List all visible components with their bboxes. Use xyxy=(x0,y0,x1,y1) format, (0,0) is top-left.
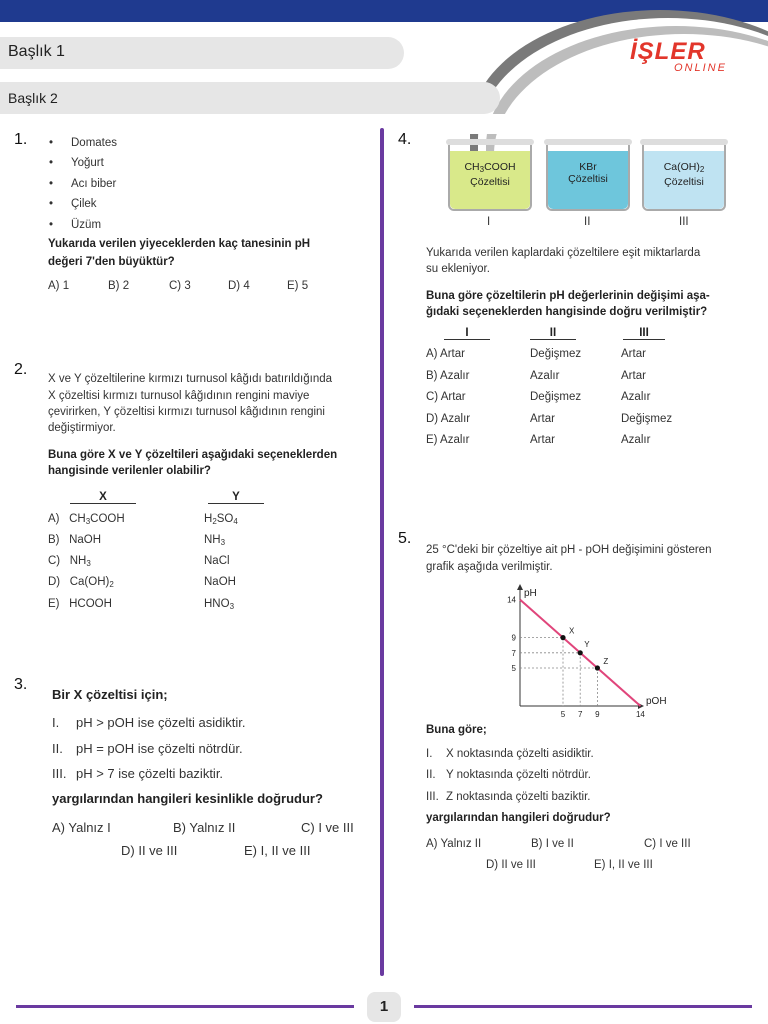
q1-option-b[interactable]: B) 2 xyxy=(108,280,130,292)
q4-question: ğıdaki seçeneklerden hangisinde doğru verilmiştir? xyxy=(426,306,708,318)
q4-option-cell: Değişmez xyxy=(621,413,673,425)
q1-option-a[interactable]: A) 1 xyxy=(48,280,70,292)
heading-1 xyxy=(0,37,404,69)
x-tick-label: 5 xyxy=(560,710,566,718)
x-tick-label: 14 xyxy=(635,710,645,718)
q2-option-c[interactable]: C) $NH_3$ xyxy=(48,555,91,568)
page-number: 1 xyxy=(367,992,401,1022)
question-5-number: 5. xyxy=(398,530,412,547)
q2-text: X ve Y çözeltilerine kırmızı turnusol kâğıdı batırıldığında xyxy=(48,373,333,385)
q5-question: yargılarından hangileri doğrudur? xyxy=(426,812,611,824)
beaker-label: $Ca(OH)_2$ Çözeltisi xyxy=(663,161,705,188)
q2-option-b-y: $NH_3$ xyxy=(204,534,226,547)
q1-item: • Domates xyxy=(71,137,117,149)
beaker-3 xyxy=(642,145,726,211)
logo-main-text: İŞLER xyxy=(630,38,706,65)
q2-option-e[interactable]: E) HCOOH xyxy=(48,598,112,610)
heading-2 xyxy=(0,82,500,114)
point-label: Z xyxy=(603,657,609,666)
q4-option-cell: Azalır xyxy=(530,370,560,382)
beaker-roman: III xyxy=(679,216,689,228)
q4-option-cell: Artar xyxy=(621,370,646,382)
q5-roman: III. xyxy=(426,791,439,803)
q2-text: X çözeltisi kırmızı turnusol kâğıdının rengini maviye xyxy=(48,390,310,402)
column-divider xyxy=(380,128,384,976)
q1-option-e[interactable]: E) 5 xyxy=(287,280,309,292)
publisher-logo xyxy=(630,38,760,82)
beaker-2 xyxy=(546,145,630,211)
x-tick-label: 9 xyxy=(595,710,600,718)
q2-option-b[interactable]: B) NaOH xyxy=(48,534,102,546)
beaker-1 xyxy=(448,145,532,211)
q2-question: Buna göre X ve Y çözeltileri aşağıdaki seçeneklerden xyxy=(48,449,338,461)
q2-option-e-y: $HNO_3$ xyxy=(204,598,235,611)
q4-text: su ekleniyor. xyxy=(426,263,490,275)
point-z xyxy=(595,665,600,670)
q4-option-cell: Azalır xyxy=(621,434,651,446)
q5-statement: Z noktasında çözelti baziktir. xyxy=(446,791,591,803)
q5-roman: I. xyxy=(426,748,433,760)
q4-text: Yukarıda verilen kaplardaki çözeltilere eşit miktarlarda xyxy=(426,247,701,259)
q3-lead: Bir X çözeltisi için; xyxy=(52,687,168,702)
q4-option-cell: Artar xyxy=(530,413,555,425)
y-axis-label: pH xyxy=(524,588,537,599)
q2-text: çevirirken, Y çözeltisi kırmızı turnusol kâğıdının rengini xyxy=(48,406,325,418)
footer-line-right xyxy=(414,1005,752,1008)
q5-option-e[interactable]: E) I, II ve III xyxy=(594,859,653,871)
q5-text: 25 °C'deki bir çözeltiye ait pH - pOH değişimini gösteren xyxy=(426,544,712,556)
q2-col-y: Y xyxy=(208,491,264,504)
q2-option-a[interactable]: A) $CH_3COOH$ xyxy=(48,513,125,526)
q5-lead: Buna göre; xyxy=(426,724,487,736)
q5-statement: X noktasında çözelti asidiktir. xyxy=(446,748,594,760)
question-4-number: 4. xyxy=(398,131,412,148)
q2-col-x: X xyxy=(70,491,136,504)
beaker-rim xyxy=(544,139,632,145)
point-label: Y xyxy=(584,639,590,649)
q5-option-d[interactable]: D) II ve III xyxy=(486,859,536,871)
q1-option-d[interactable]: D) 4 xyxy=(228,280,250,292)
logo-sub-text: ONLINE xyxy=(674,62,727,74)
y-tick-label: 9 xyxy=(511,633,516,643)
question-1-number: 1. xyxy=(14,131,28,148)
q2-option-d-y: NaOH xyxy=(204,576,236,588)
q4-option-a[interactable]: A) Artar xyxy=(426,348,465,360)
q4-option-b[interactable]: B) Azalır xyxy=(426,370,470,382)
x-axis-label: pOH xyxy=(646,696,667,707)
q4-col-3: III xyxy=(623,327,665,340)
point-x xyxy=(560,635,565,640)
x-tick-label: 7 xyxy=(577,710,583,718)
q2-option-d[interactable]: D) $Ca(OH)_2$ xyxy=(48,576,114,589)
q5-text: grafik aşağıda verilmiştir. xyxy=(426,561,553,573)
q1-item: • Yoğurt xyxy=(71,157,104,169)
q4-option-d[interactable]: D) Azalır xyxy=(426,413,471,425)
q2-text: değiştirmiyor. xyxy=(48,422,116,434)
heading-1-text: Başlık 1 xyxy=(8,43,65,60)
footer-line-left xyxy=(16,1005,354,1008)
q2-option-c-y: NaCl xyxy=(204,555,230,567)
q3-option-b[interactable]: B) Yalnız II xyxy=(173,820,236,835)
q5-statement: Y noktasında çözelti nötrdür. xyxy=(446,769,591,781)
q4-option-cell: Artar xyxy=(530,434,555,446)
point-label: X xyxy=(569,626,575,636)
q3-question: yargılarından hangileri kesinlikle doğrudur? xyxy=(52,791,323,806)
q3-option-e[interactable]: E) I, II ve III xyxy=(244,843,311,858)
q5-roman: II. xyxy=(426,769,436,781)
beaker-roman: I xyxy=(487,216,491,228)
q3-option-a[interactable]: A) Yalnız I xyxy=(52,820,111,835)
header-mask xyxy=(0,114,768,134)
beaker-rim xyxy=(640,139,728,145)
q5-option-c[interactable]: C) I ve III xyxy=(644,838,691,850)
q4-option-cell: Azalır xyxy=(621,391,651,403)
beaker-label-l1: KBr xyxy=(579,161,597,173)
ph-poh-graph xyxy=(490,582,680,718)
q3-statement: pH > pOH ise çözelti asidiktir. xyxy=(76,715,246,730)
q3-roman: II. xyxy=(52,741,63,756)
q1-question: değeri 7'den büyüktür? xyxy=(48,256,175,268)
q2-question: hangisinde verilenler olabilir? xyxy=(48,465,211,477)
q1-option-c[interactable]: C) 3 xyxy=(169,280,191,292)
q5-option-b[interactable]: B) I ve II xyxy=(531,838,574,850)
q5-option-a[interactable]: A) Yalnız II xyxy=(426,838,482,850)
q4-option-cell: Artar xyxy=(621,348,646,360)
q1-item: • Acı biber xyxy=(71,178,116,190)
heading-2-text: Başlık 2 xyxy=(8,90,58,106)
q1-item: • Üzüm xyxy=(71,219,101,231)
q1-item: • Çilek xyxy=(71,198,97,210)
q4-option-cell: Değişmez xyxy=(530,348,582,360)
beaker-label xyxy=(548,161,628,185)
q3-roman: III. xyxy=(52,766,67,781)
q3-statement: pH = pOH ise çözelti nötrdür. xyxy=(76,741,243,756)
q3-roman: I. xyxy=(52,715,60,730)
q2-option-a-y: $H_2SO_4$ xyxy=(204,513,238,526)
y-tick-label: 14 xyxy=(507,595,516,605)
q1-question: Yukarıda verilen yiyeceklerden kaç tanesinin pH xyxy=(48,238,311,250)
beaker-label-l2: Çözeltisi xyxy=(568,173,608,185)
q3-option-d[interactable]: D) II ve III xyxy=(121,843,178,858)
question-2-number: 2. xyxy=(14,361,28,378)
beaker-rim xyxy=(446,139,534,145)
y-axis-arrow xyxy=(517,584,523,590)
beaker-label: $CH_3COOH$ Çözeltisi xyxy=(464,161,516,188)
question-3-number: 3. xyxy=(14,676,28,693)
q4-option-c[interactable]: C) Artar xyxy=(426,391,466,403)
q4-option-cell: Değişmez xyxy=(530,391,582,403)
q3-option-c[interactable]: C) I ve III xyxy=(301,820,354,835)
q4-col-1: I xyxy=(444,327,490,340)
beaker-roman: II xyxy=(584,216,591,228)
y-tick-label: 7 xyxy=(511,648,516,658)
y-tick-label: 5 xyxy=(511,664,516,673)
q4-question: Buna göre çözeltilerin pH değerlerinin değişimi aşa- xyxy=(426,290,710,302)
point-y xyxy=(578,650,583,655)
q4-col-2: II xyxy=(530,327,576,340)
q4-option-e[interactable]: E) Azalır xyxy=(426,434,470,446)
q3-statement: pH > 7 ise çözelti baziktir. xyxy=(76,766,224,781)
